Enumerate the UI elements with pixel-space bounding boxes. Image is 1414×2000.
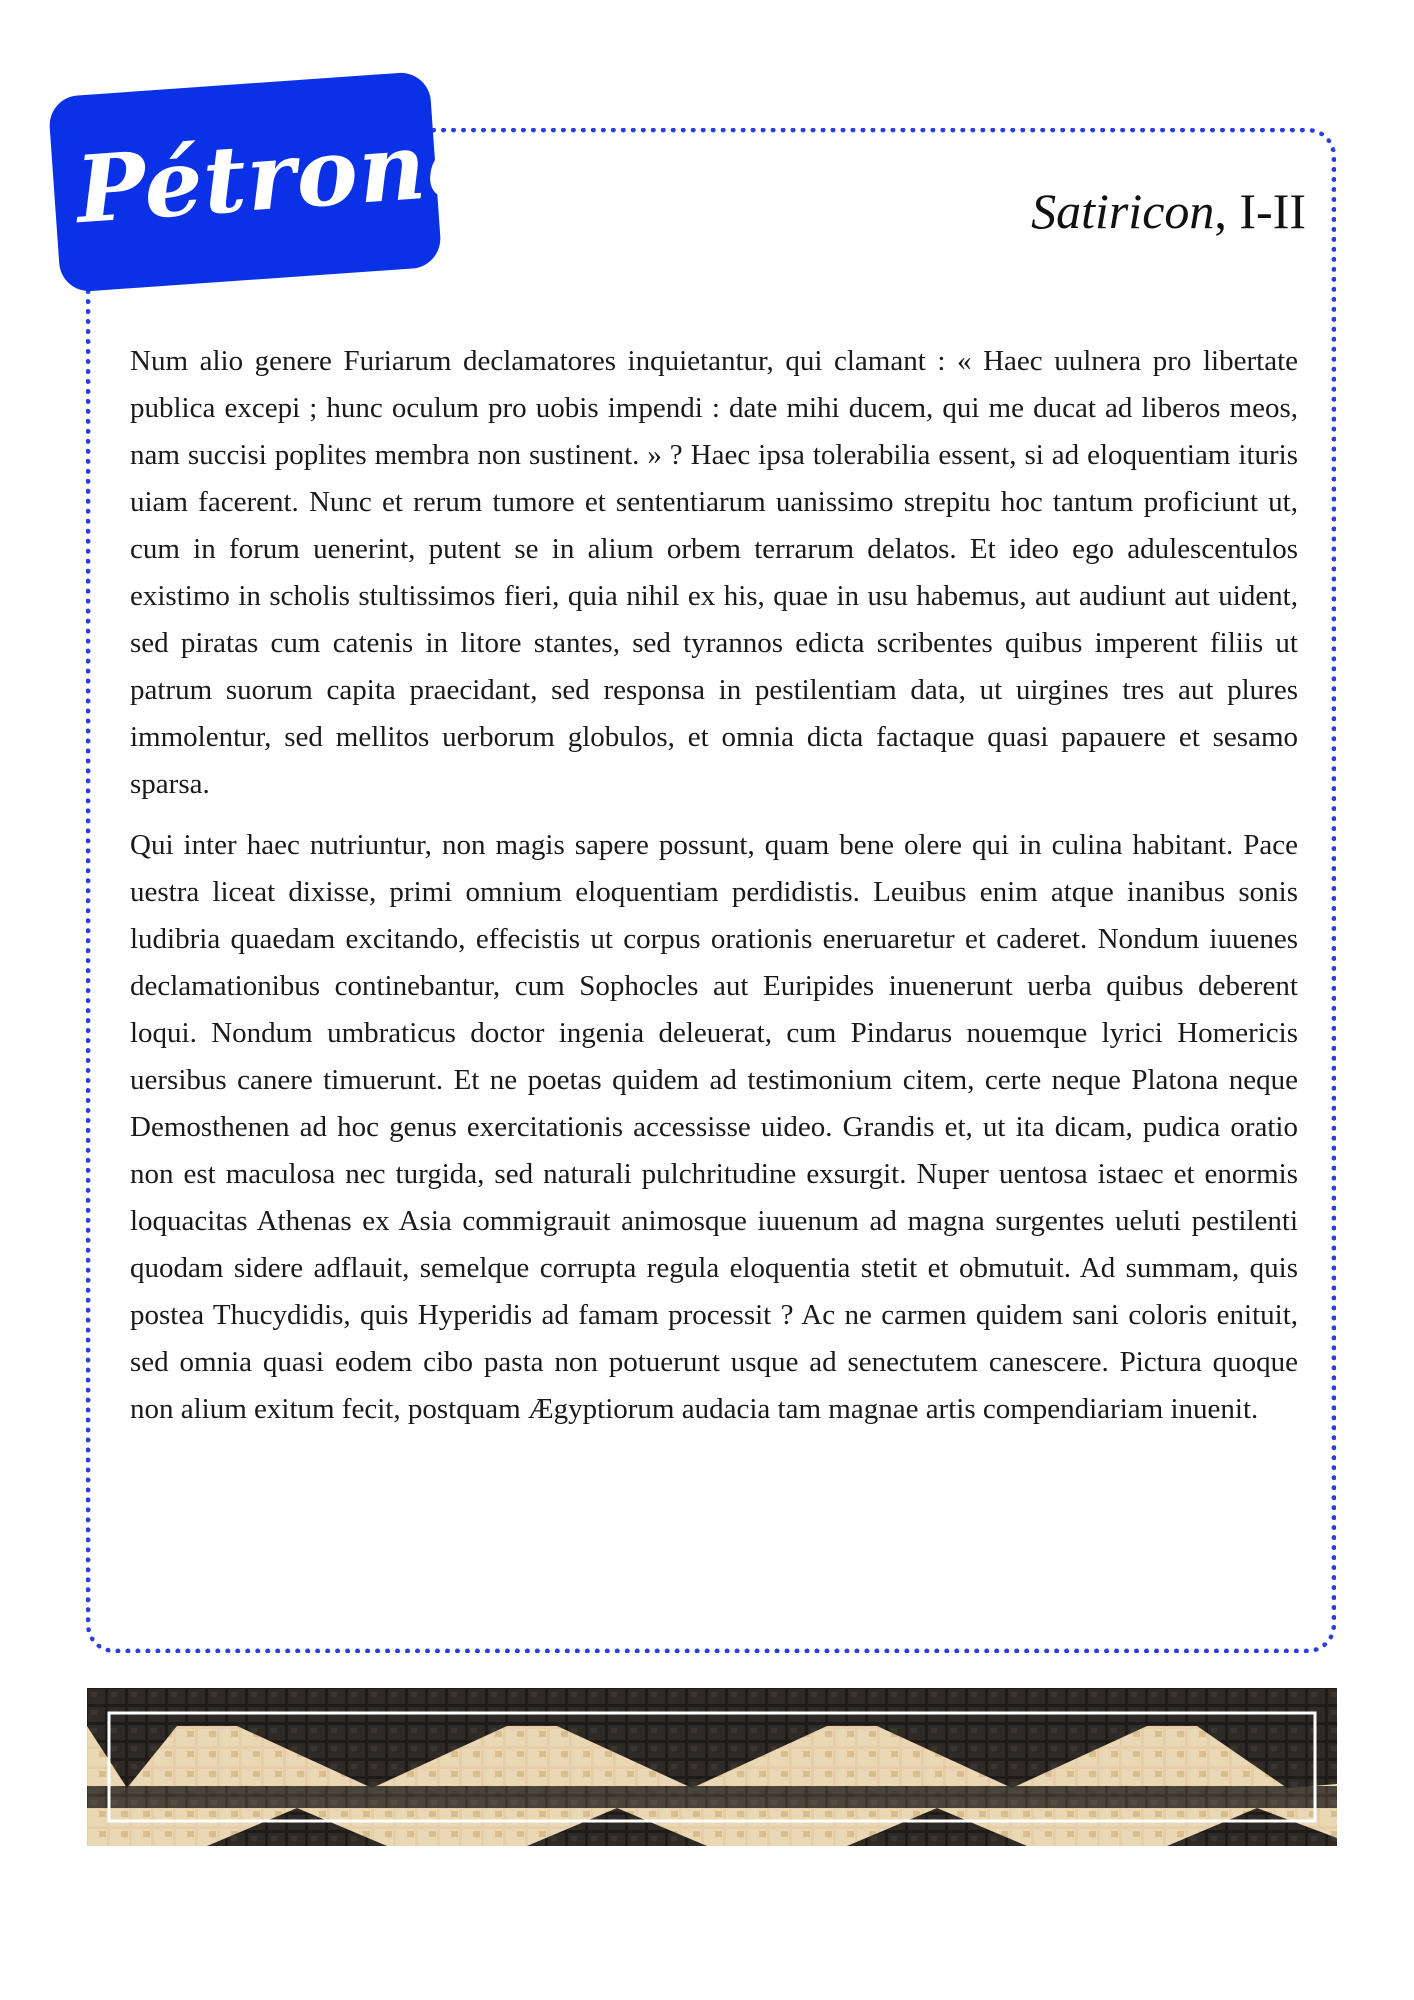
text-body <box>130 338 1298 1447</box>
paragraph: Num alio genere Furiarum declamatores inquietantur, qui clamant : « Haec uulnera pro libertate publica excepi ; hunc oculum pro uobis impendi : date mihi ducem, qui me ducat ad liberos meos, nam succisi poplites membra non sustinent. » ? Haec ipsa tolerabilia essent, si ad eloquentiam ituris uiam facerent. Nunc et rerum tumore et sententiarum uanissimo strepitu hoc tantum proficiunt ut, cum in forum uenerint, putent se in alium orbem terrarum delatos. Et ideo ego adulescentulos existimo in scholis stultissimos fieri, quia nihil ex his, quae in usu habemus, aut audiunt aut uident, sed piratas cum catenis in litore stantes, sed tyrannos edicta scribentes quibus imperent filiis ut patrum suorum capita praecidant, sed responsa in pestilentiam data, ut uirgines tres aut plures immolentur, sed mellitos uerborum globulos, et omnia dicta factaque quasi papauere et sesamo sparsa. <box>130 345 1298 800</box>
mosaic-band-image <box>87 1688 1337 1846</box>
paragraph: Qui inter haec nutriuntur, non magis sapere possunt, quam bene olere qui in culina habitant. Pace uestra liceat dixisse, primi omnium eloquentiam perdidistis. Leuibus enim atque inanibus sonis ludibria quaedam excitando, effecistis ut corpus orationis eneruaretur et caderet. Nondum iuuenes declamationibus continebantur, cum Sophocles aut Euripides inuenerunt uerba quibus deberent loqui. Nondum umbraticus doctor ingenia deleuerat, cum Pindarus nouemque lyrici Homericis uersibus canere timuerunt. Et ne poetas quidem ad testimonium citem, certe neque Platona neque Demosthenen ad hoc genus exercitationis accessisse uideo. Grandis et, ut ita dicam, pudica oratio non est maculosa nec turgida, sed naturali pulchritudine exsurgit. Nuper uentosa istaec et enormis loquacitas Athenas ex Asia commigrauit animosque iuuenum ad magna surgentes ueluti pestilenti quodam sidere adflauit, semelque corrupta regula eloquentia stetit et obmutuit. Ad summam, quis postea Thucydidis, quis Hyperidis ad famam processit ? Ac ne carmen quidem sani coloris enituit, sed omnia quasi eodem cibo pasta non potuerunt usque ad senectutem canescere. Pictura quoque non alium exitum fecit, postquam Ægyptiorum audacia tam magnae artis compendiariam inuenit. <box>130 829 1298 1425</box>
author-name: Pétrone <box>72 107 490 245</box>
work-name: Satiricon <box>1031 183 1215 239</box>
chapter-range: , I-II <box>1214 183 1306 239</box>
work-title <box>1031 182 1306 240</box>
